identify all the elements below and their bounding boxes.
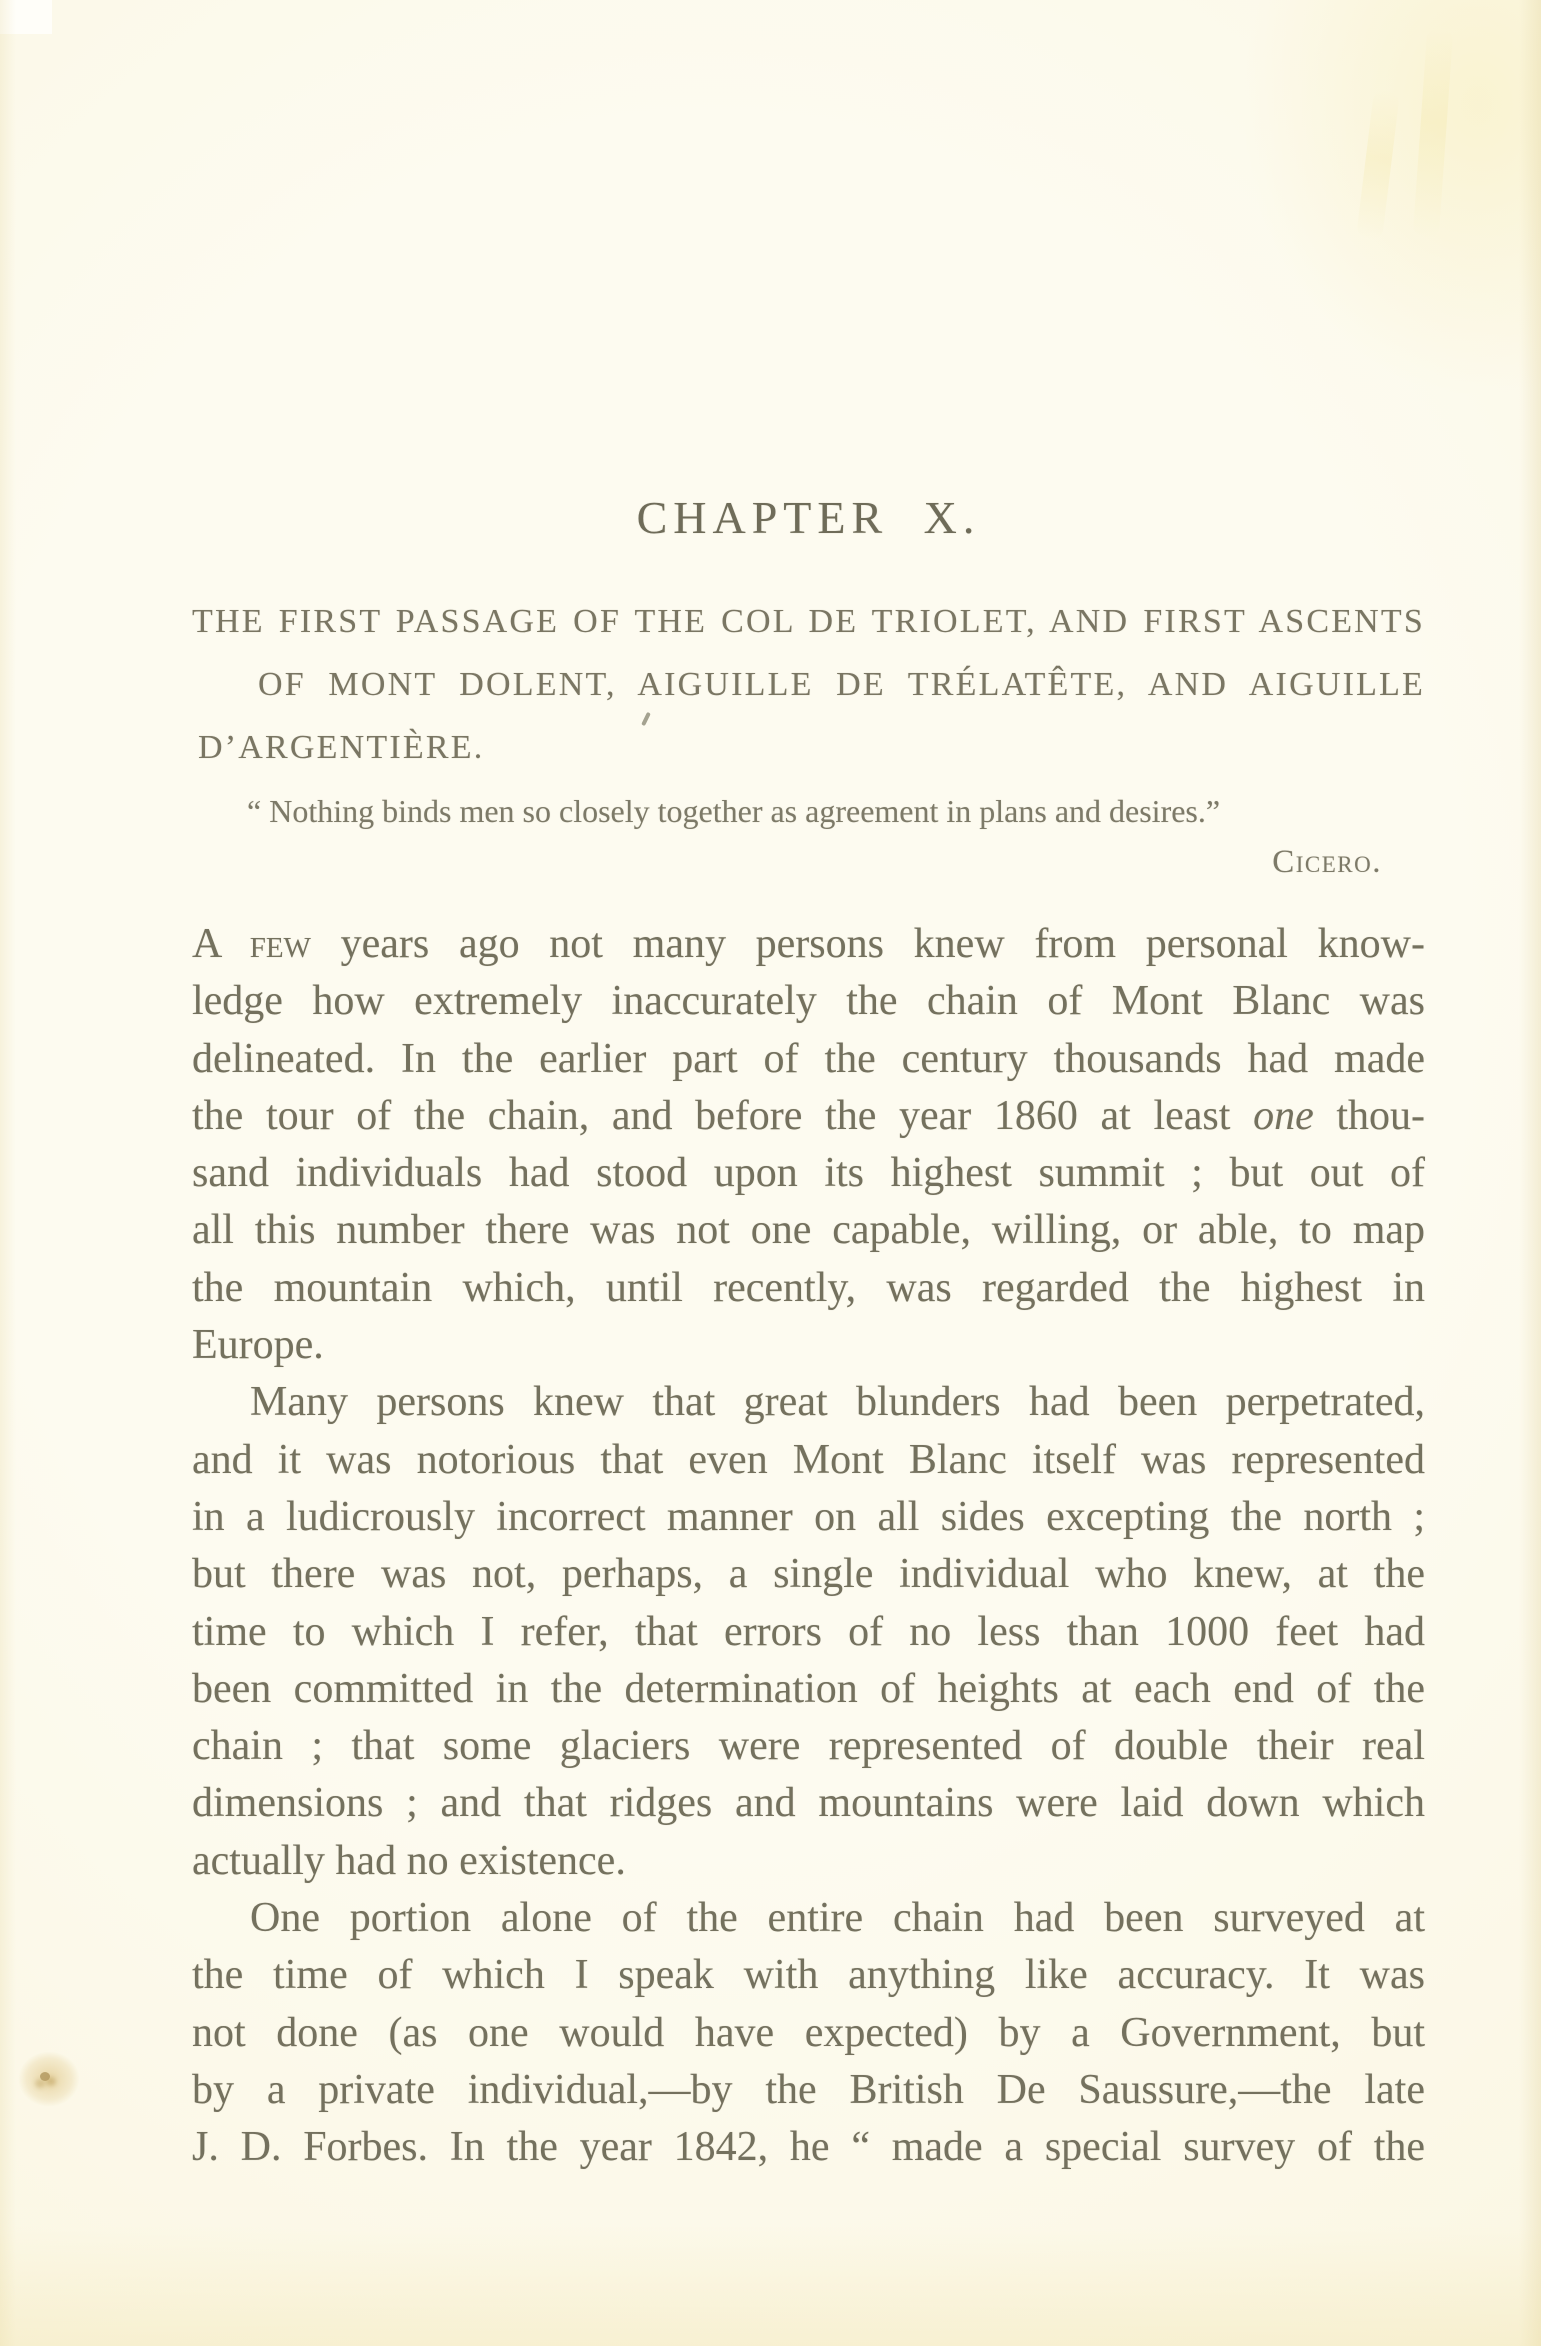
chapter-subtitle	[192, 590, 1425, 779]
text-line: dimensions ; and that ridges and mountains were laid down which	[192, 1780, 1425, 1827]
text-line: time to which I refer, that errors of no less than 1000 feet had	[192, 1608, 1425, 1655]
text-line: One portion alone of the entire chain had been surveyed at	[250, 1895, 1425, 1942]
paper-stain-dot	[40, 2072, 50, 2081]
text-line: the tour of the chain, and before the year 1860 at least one thou-	[192, 1092, 1426, 1139]
text-line: by a private individual,—by the British De Saussure,—the late	[192, 2066, 1425, 2113]
text-line: actually had no existence.	[192, 1837, 626, 1884]
text-line: not done (as one would have expected) by a Government, but	[192, 2009, 1425, 2056]
text-line: but there was not, perhaps, a single individual who knew, at the	[192, 1551, 1425, 1598]
text-line: sand individuals had stood upon its highest summit ; but out of	[192, 1150, 1425, 1197]
text-line: A few years ago not many persons knew from personal know-	[192, 921, 1425, 967]
chapter-heading: CHAPTER X.	[636, 492, 981, 543]
text-line: the time of which I speak with anything like accuracy. It was	[192, 1952, 1425, 1999]
epigraph-attribution: Cicero.	[1272, 844, 1382, 881]
subtitle-line: OF MONT DOLENT, AIGUILLE DE TRÉLATÊTE, AND AIGUILLE	[258, 666, 1425, 703]
text-line: Europe.	[192, 1322, 324, 1369]
subtitle-line: D’ARGENTIÈRE.	[198, 729, 485, 766]
text-line: been committed in the determination of heights at each end of the	[192, 1665, 1425, 1712]
epigraph-text: “ Nothing binds men so closely together as agreement in plans and desires.”	[247, 793, 1221, 829]
text-line: J. D. Forbes. In the year 1842, he “ made a special survey of the	[192, 2124, 1425, 2171]
text-line: and it was notorious that even Mont Blanc itself was represented	[192, 1436, 1425, 1483]
text-line: ledge how extremely inaccurately the chain of Mont Blanc was	[192, 978, 1425, 1025]
text-line: chain ; that some glaciers were represented of double their real	[192, 1723, 1425, 1770]
page-edge-shading-right	[1519, 0, 1541, 2346]
page-edge-shading-bottom	[0, 2226, 1541, 2346]
page-edge-shading-left	[0, 0, 16, 2346]
text-line: all this number there was not one capable, willing, or able, to map	[192, 1207, 1425, 1254]
text-line: in a ludicrously incorrect manner on all sides excepting the north ;	[192, 1493, 1425, 1540]
text-line: Many persons knew that great blunders had been perpetrated,	[250, 1379, 1425, 1426]
body-text	[192, 916, 1425, 2177]
text-line: delineated. In the earlier part of the century thousands had made	[192, 1035, 1425, 1082]
text-line: the mountain which, until recently, was regarded the highest in	[192, 1264, 1425, 1311]
epigraph	[192, 792, 1425, 883]
subtitle-line: THE FIRST PASSAGE OF THE COL DE TRIOLET, AND FIRST ASCENTS	[192, 603, 1425, 640]
paper-yellow-tint	[1121, 0, 1541, 520]
